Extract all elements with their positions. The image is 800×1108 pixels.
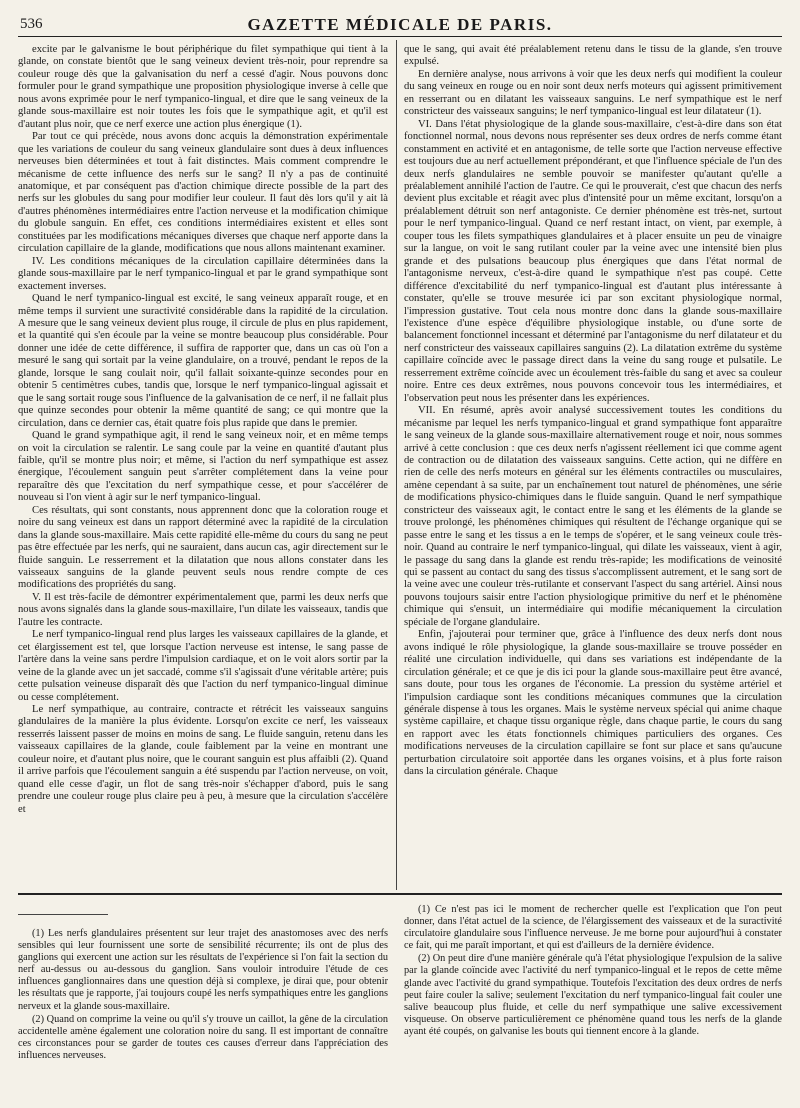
footnote-separator	[18, 893, 782, 895]
paragraph: IV. Les conditions mécaniques de la circulation capillaire déterminées dans la glande sous-maxillaire par le nerf tympanico-lingual et par le grand sympathique sont exactement inverses.	[18, 255, 388, 292]
paragraph: Quand le nerf tympanico-lingual est excité, le sang veineux apparaît rouge, et en même temps il survient une suractivité considérable dans la rapidité de la circulation. A mesure que le sang veineux devient plus rouge, il circule de plus en plus rapidement, et la quantité qui s'en écoule par la veine se montre beaucoup plus considérable. Pour donner une idée de cette différence, il suffira de rapporter que, dans un cas où l'on a mesuré le sang qui sortait par la veine glandulaire, on a trouvé, pendant le repos de la glande, lorsque le sang coulait noir, qu'il fallait soixante-quinze secondes pour en obtenir 5 centimètres cubes, tandis que, lorsque le nerf tympanico-lingual agissait et que le sang sortait rouge sous l'influence de la galvanisation de ce nerf, il ne fallait plus que quinze secondes pour obtenir la même quantité de sang; ce qui montre que la circulation, dans ce dernier cas, était quatre fois plus rapide que dans le premier.	[18, 293, 388, 429]
paragraph: VII. En résumé, après avoir analysé successivement toutes les conditions du mécanisme par lequel les nerfs tympanico-lingual et grand sympathique font apparaître le sang veineux de la glande sous-maxillaire alternativement rouge et noir, nous sommes arrivé à cette conclusion : que ces deux nerfs n'agissent réellement ici que comme agent de contraction ou de dilatation des vaisseaux sanguins. Cette action, qui ne diffère en rien de celle des nerfs moteurs en général sur les éléments contractiles ou musculaires, amène cependant à sa suite, par un enchaînement tout naturel de phénomènes, une série de modifications physico-chimiques dans le fluide sanguin. Quand le nerf sympathique constricteur des vaisseaux agit, le contact entre le sang et les éléments de la glande se trouve prolongé, les phénomènes chimiques qui résultent de l'échange organique qui se passe entre le sang et les tissus a en le temps de s'opérer, et le sang veineux coule très-noir. Quand au contraire le nerf tympanico-lingual, qui dilate les vaisseaux, vient à agir, le passage du sang dans la glande est rendu très-rapide; les modifications de veinosité qui se passent au contact du sang des tissus s'accomplissent autrement, et le sang sort de la veine avec une couleur très-rutilante et conservant l'aspect du sang artériel. Ainsi nous pouvons toujours saisir entre l'action physiologique primitive du nerf et le phénomène chimique qui s'ensuit, un intermédiaire qui modifie mécaniquement la circulation spéciale de l'organe glandulaire.	[404, 405, 782, 628]
paragraph: Le nerf sympathique, au contraire, contracte et rétrécit les vaisseaux sanguins glandulaires de la manière la plus évidente. Lorsqu'on excite ce nerf, les vaisseaux resserrés laissent passer de moins en moins de sang. Le fluide sanguin, retenu dans les vaisseaux capillaires de la glande, coule faiblement par la veine en montrant une couleur noire, et d'autant plus noire, que le courant sanguin est plus affaibli (2). Quand il arrive parfois que l'écoulement sanguin a été suspendu par l'action nerveuse, on voit, quand elle cesse d'agir, un flot de sang très-noir s'échapper d'abord, puis le sang prendre une couleur rouge plus claire peu à peu, à mesure que la circulation s'accélère et	[18, 704, 388, 815]
paragraph: que le sang, qui avait été préalablement retenu dans le tissu de la glande, s'en trouve expulsé.	[404, 44, 782, 68]
column-divider	[396, 40, 397, 890]
footnote: (2) Quand on comprime la veine ou qu'il s'y trouve un caillot, la gêne de la circulation accidentelle amène également une coloration noire du sang. Il est important de connaître ces circonstances pour se garder de toutes ces causes d'erreur dans l'appréciation des influences nerveuses.	[18, 1013, 388, 1061]
left-column	[18, 44, 388, 888]
paragraph: Ces résultats, qui sont constants, nous apprennent donc que la coloration rouge et noire du sang veineux est dans un rapport déterminé avec la rapidité de la circulation dans la glande sous-maxillaire. Mais cette rapidité elle-même du cours du sang ne peut pas être effectuée par les nerfs, qui ne sauraient, dans aucun cas, agir directement sur le fluide sanguin. Le resserrement et la dilatation que nous allons constater dans les vaisseaux sanguins de la glande peuvent seuls nous rendre compte de ces modifications des propriétés du sang.	[18, 504, 388, 591]
paragraph: En dernière analyse, nous arrivons à voir que les deux nerfs qui modifient la couleur du sang veineux en rouge ou en noir sont deux nerfs moteurs qui agissent primitivement en resserrant ou en dilatant les vaisseaux sanguins. Le nerf sympathique est le nerf constricteur des vaisseaux sanguins; le nerf tympanico-lingual est leur dilatateur (1).	[404, 68, 782, 118]
paragraph: excite par le galvanisme le bout périphérique du filet sympathique qui tient à la glande, on constate bientôt que le sang veineux devient très-noir, pour reprendre sa couleur rouge dès que la galvanisation du nerf a cessé d'agir. Nous pouvons donc formuler pour le grand sympathique une proposition physiologique inverse à celle que nous avons exprimée pour le nerf tympanico-lingual, et dire que le sang veineux de la glande sous-maxillaire est noir toutes les fois que le sympathique agit, et qu'il est d'autant plus noir, que ce nerf exerce une action plus énergique (1).	[18, 44, 388, 130]
footnotes-right	[404, 904, 782, 1084]
footnote-rule	[18, 914, 108, 915]
paragraph: Enfin, j'ajouterai pour terminer que, grâce à l'influence des deux nerfs dont nous avons indiqué le rôle physiologique, la glande sous-maxillaire se trouve posséder en réalité une circulation individuelle, qui dans ses variations est indépendante de la circulation générale; et ce que je dis ici pour la glande sous-maxillaire peut être avancé, sans doute, pour tous les organes de l'économie. La pression du système artériel et l'impulsion cardiaque sont les conditions mécaniques communes que la circulation générale dispense à tous les organes. Mais le système nerveux spécial qui anime chaque système capillaire, et chaque tissu organique règle, dans chaque partie, le cours du sang en rapport avec les états fonctionnels chimiques particuliers des organes. Ces modifications nerveuses de la circulation capillaire se font sur place et sans qu'aucune perturbation circulatoire soit apportée dans les organes voisins, et à plus forte raison dans la circulation générale. Chaque	[404, 629, 782, 778]
paragraph: VI. Dans l'état physiologique de la glande sous-maxillaire, c'est-à-dire dans son état fonctionnel normal, nous devons nous représenter ses deux ordres de nerfs comme étant constamment en activité et en antagonisme, de telle sorte que l'action nerveuse effective est toujours due au nerf actuellement prépondérant, et que l'influence spéciale de l'un des deux nerfs glandulaires ne semble pouvoir se manifester qu'autant qu'elle a préalablement annihilé l'action de l'autre. Ce qui le prouverait, c'est que chacun des nerfs devient plus excitable et réagit avec plus d'intensité pour un même excitant, lorsqu'on a préalablement détruit son nerf antagoniste. Ce dernier phénomène est très-net, surtout pour le nerf tympanico-lingual. Quand ce nerf restant intact, on vient, par exemple, à couper tous les filets sympathiques glandulaires et à placer ensuite un peu de vinaigre sur la langue, on voit le sang rutilant couler par la veine avec une intensité bien plus grande et des pulsations beaucoup plus énergiques que dans l'état normal de l'antagonisme nerveux, c'est-à-dire quand le sympathique n'est pas coupé. Cette différence d'excitabilité du nerf tympanico-lingual est d'autant plus intéressante à constater, qu'elle se trouve mesurée ici par son excitant physiologique normal, l'impression gustative. Tout cela nous montre donc dans la glande sous-maxillaire l'existence d'une espèce d'équilibre physiologique instable, ou d'une sorte de balancement fonctionnel incessant et déterminé par l'antagonisme du nerf dilatateur et du nerf constricteur des vaisseaux capillaires sanguins (2). La dilatation extrême du système capillaire coïncide avec le passage direct dans la veine du sang rouge et pulsatile. Le resserrement extrême coïncide avec un écoulement très-faible du sang et avec sa couleur noire. Entre ces deux extrêmes, nous pouvons concevoir tous les intermédiaires, et l'observation peut nous les présenter dans les expériences.	[404, 118, 782, 404]
paragraph: Le nerf tympanico-lingual rend plus larges les vaisseaux capillaires de la glande, et cet élargissement est tel, que lorsque l'action nerveuse est intense, le sang passe de l'artère dans la veine sans perdre l'impulsion cardiaque, et on le voit alors sortir par la veine de la glande avec un jet saccadé, comme s'il s'agissait d'une véritable artère; puis cette pulsation veineuse disparaît dès que l'action du nerf tympanico-lingual diminue ou cesse complétement.	[18, 629, 388, 703]
journal-title: GAZETTE MÉDICALE DE PARIS.	[247, 15, 553, 34]
paragraph: Par tout ce qui précède, nous avons donc acquis la démonstration expérimentale que les variations de couleur du sang veineux glandulaire sont dues à deux influences nerveuses bien déterminées et tout à fait distinctes. Mais comment comprendre le mécanisme de cette influence des nerfs sur le sang? Il n'y a pas de continuité anatomique, et par conséquent pas d'action chimique directe possible de la part des nerfs sur les globules du sang pour modifier leur couleur. Il faut dès lors qu'il y ait là d'autres phénomènes intermédiaires entre l'action nerveuse et la modification chimique du globule sanguin. En effet, ces conditions intermédiaires existent et elles sont constituées par les modifications mécaniques diverses que chaque nerf apporte dans la circulation capillaire de la glande, modifications que nous allons maintenant examiner.	[18, 131, 388, 255]
page-header	[18, 14, 782, 37]
footnote: (1) Les nerfs glandulaires présentent sur leur trajet des anastomoses avec des nerfs sensibles qui leur fournissent une sorte de sensibilité récurrente; ils ont de plus des ganglions qui exercent une action sur les résultats de l'expérience si l'on fait la section du nerf au-dessus ou au-dessous du ganglion. Sans vouloir introduire l'étude de ces influences ganglionnaires dans une question déjà si complexe, je dirai que, pour obtenir les résultats que je rapporte, j'ai toujours coupé les nerfs sympathiques entre les ganglions nerveux et la glande sous-maxillaire.	[18, 928, 388, 1012]
footnotes-left	[18, 928, 388, 1108]
page-number: 536	[20, 16, 43, 32]
paragraph: V. Il est très-facile de démontrer expérimentalement que, parmi les deux nerfs que nous avons signalés dans la glande sous-maxillaire, l'un dilate les vaisseaux, tandis que l'autre les contracte.	[18, 591, 388, 628]
footnote: (1) Ce n'est pas ici le moment de rechercher quelle est l'explication que l'on peut donner, dans l'état actuel de la science, de l'élargissement des vaisseaux et de la suractivité circulatoire glandulaire sous l'influence nerveuse. Je me borne pour aujourd'hui à constater ce fait, qui me paraît important, et qui est d'ailleurs de la dernière évidence.	[404, 904, 782, 952]
right-column	[404, 44, 782, 888]
footnote: (2) On peut dire d'une manière générale qu'à l'état physiologique l'expulsion de la salive par la glande coïncide avec l'activité du nerf tympanico-lingual et le repos de cette même glande avec l'activité du grand sympathique. Toutefois l'excitation des deux ordres de nerfs peut faire couler la salive; seulement l'excitation du nerf tympanico-lingual fait couler une salive beaucoup plus fluide, et celle du nerf sympathique une salive excessivement visqueuse. On observe particulièrement ce phénomène quand tous les nerfs de la glande ayant été coupés, on galvanise les bouts qui tiennent encore à la glande.	[404, 953, 782, 1037]
paragraph: Quand le grand sympathique agit, il rend le sang veineux noir, et en même temps on voit la circulation se ralentir. Le sang coule par la veine en quantité d'autant plus faible, qu'il se montre plus noir; et même, si l'action du nerf sympathique est assez énergique, l'écoulement sanguin peut s'arrêter complétement dans la veine pour reparaître dès que l'excitation du nerf sympathique cesse, et pour s'accélérer de nouveau si l'on vient à agir sur le nerf tympanico-lingual.	[18, 430, 388, 504]
